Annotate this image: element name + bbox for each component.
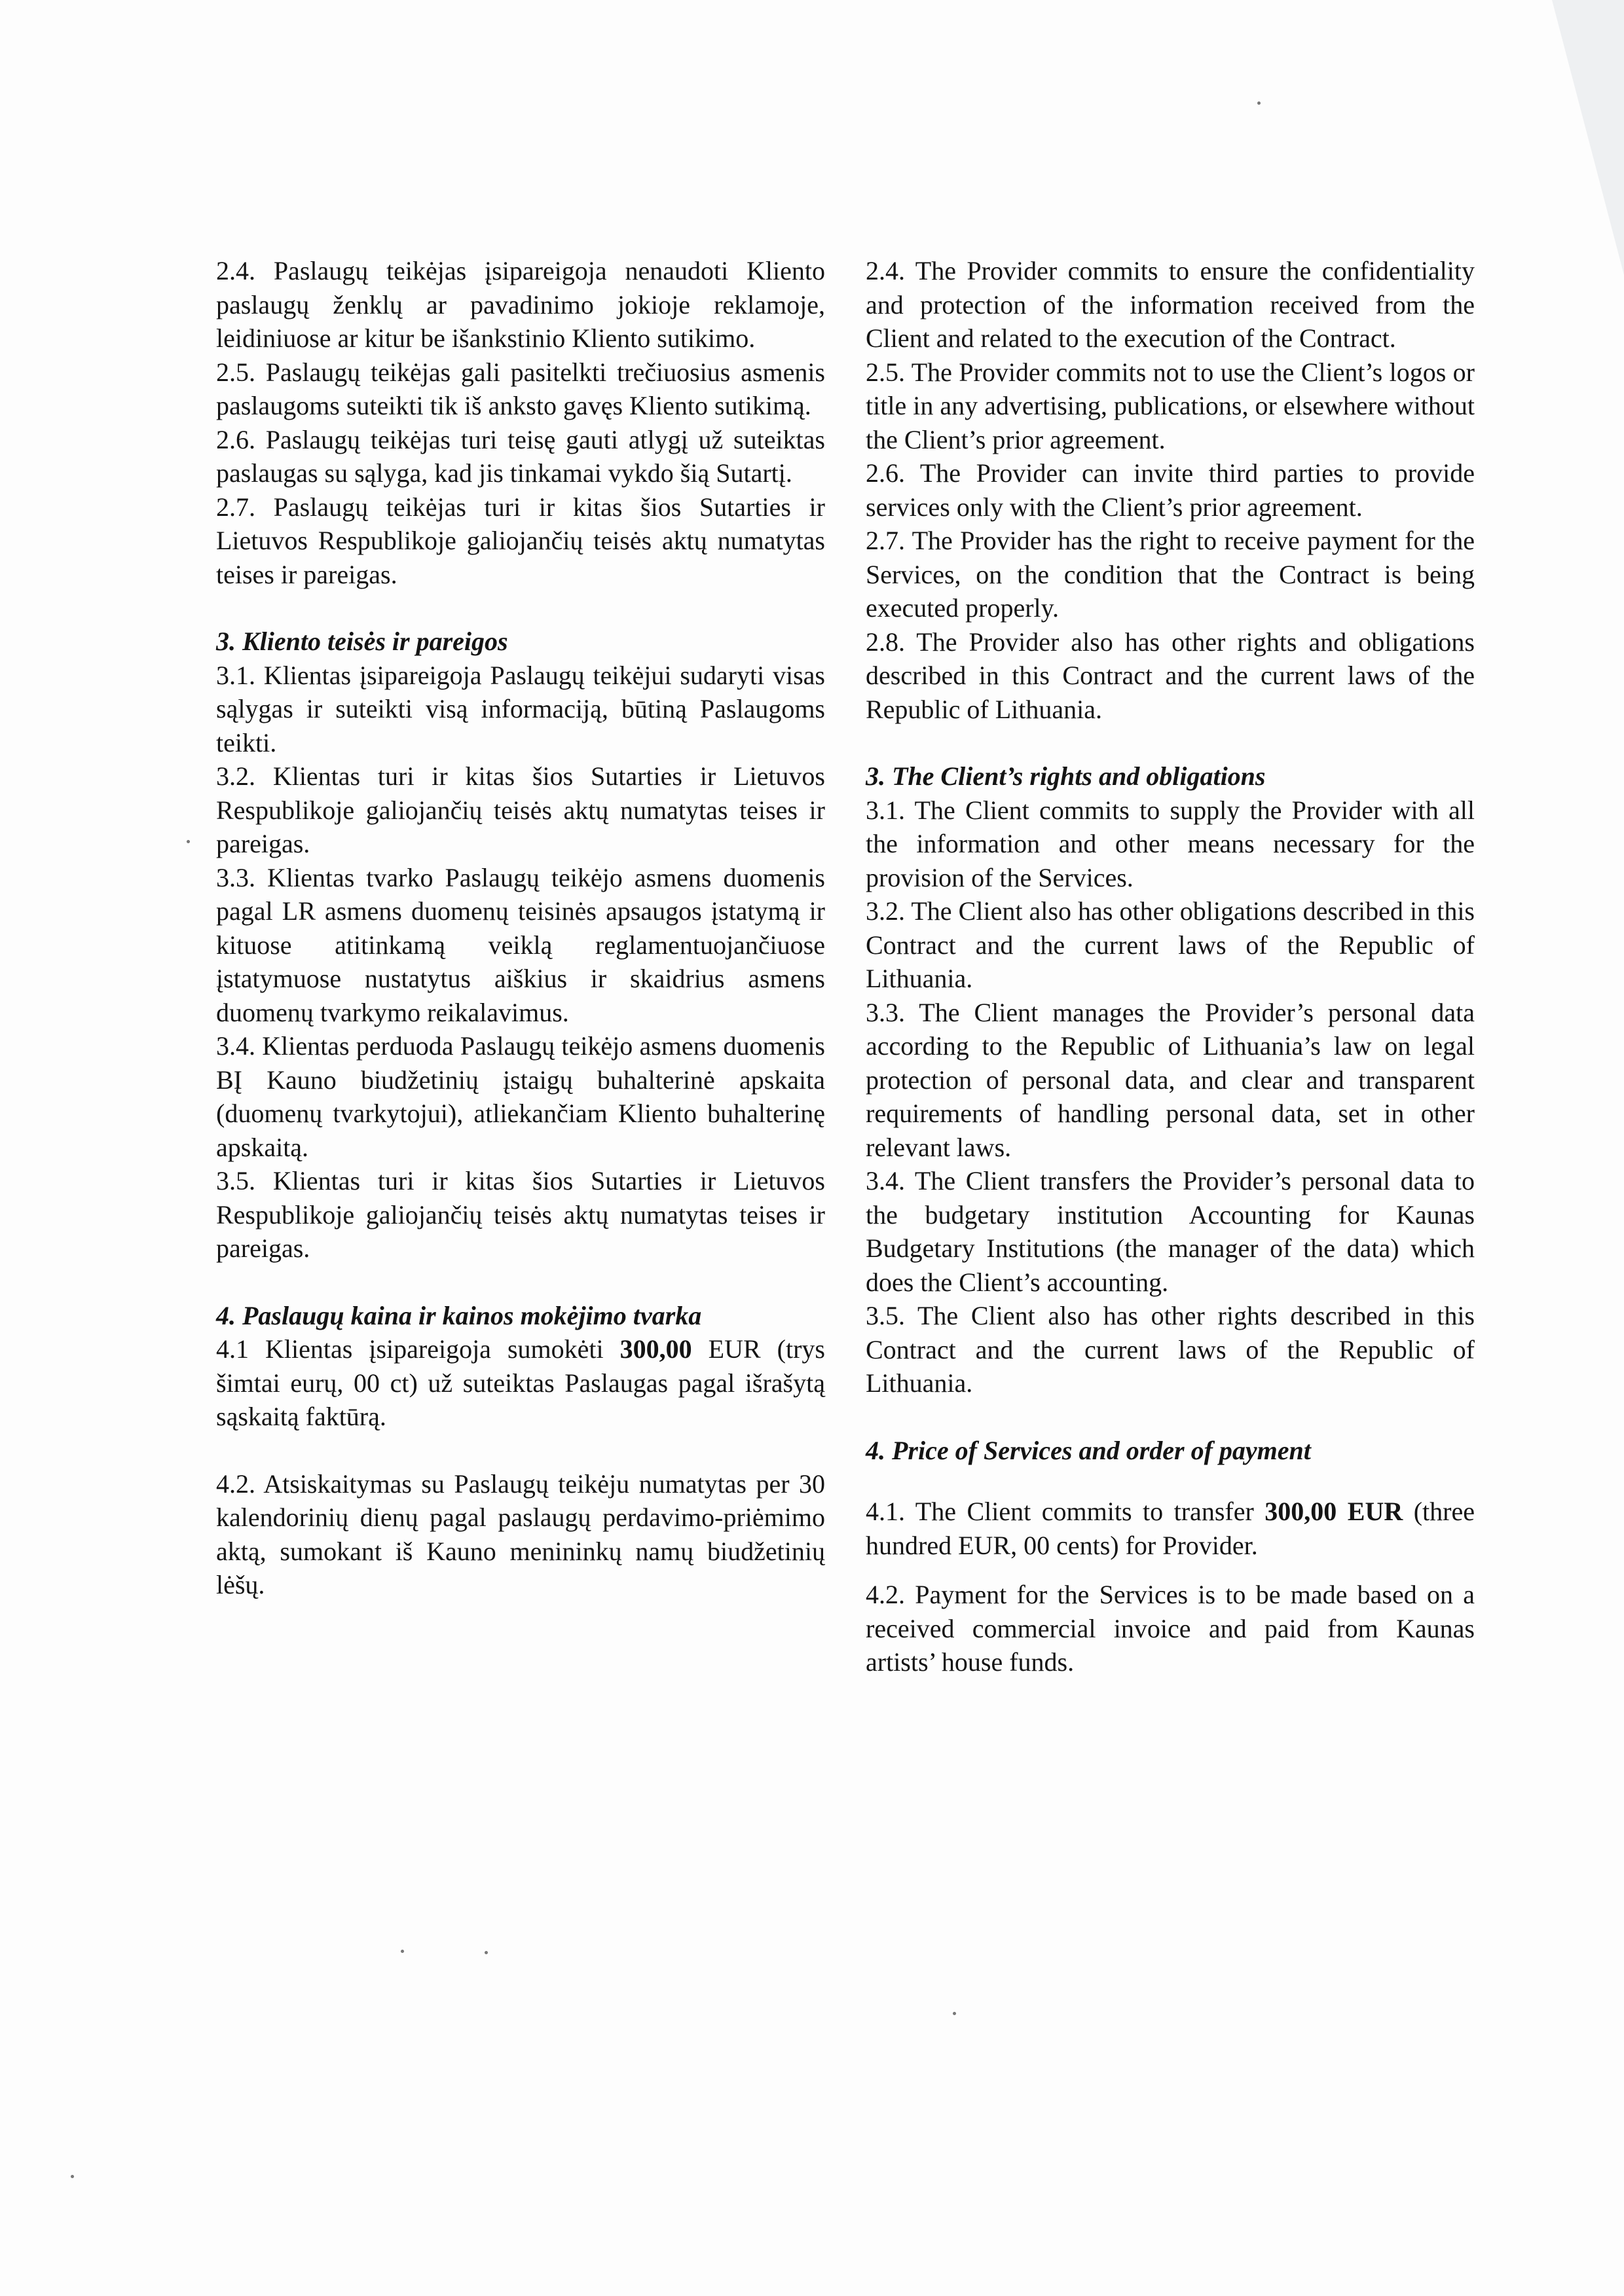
scan-speck bbox=[1257, 101, 1261, 105]
en-clause-4-1-text-end: (three hundred EUR, 00 cents) for Provider. bbox=[866, 1497, 1475, 1560]
lt-clause-3-3: 3.3. Klientas tvarko Paslaugų teikėjo asmens duomenis pagal LR asmens duomenų teisinės apsaugos įstatymą ir kituose atitinkamą veiklą reglamentuojančiuose įstatymuose nustatytus aiškius ir skaidrius asmens duomenų tvarkymo reikalavimus. bbox=[216, 862, 825, 1027]
lt-section-4-heading: 4. Paslaugų kaina ir kainos mokėjimo tvarka bbox=[216, 1300, 702, 1330]
en-clause-2-7: 2.7. The Provider has the right to receive payment for the Services, on the condition that the Contract is being executed properly. bbox=[866, 526, 1475, 623]
en-payment-amount: 300,00 EUR bbox=[1264, 1497, 1403, 1526]
lithuanian-column bbox=[216, 254, 825, 1602]
lt-clause-4-1-text-start: 4.1 Klientas įsipareigoja sumokėti bbox=[216, 1334, 620, 1364]
en-clause-2-8: 2.8. The Provider also has other rights and obligations described in this Contract and the current laws of the Republic of Lithuania. bbox=[866, 627, 1475, 724]
lt-clause-3-1: 3.1. Klientas įsipareigoja Paslaugų teikėjui sudaryti visas sąlygas ir suteikti visą informaciją, būtiną Paslaugoms teikti. bbox=[216, 660, 825, 757]
lt-clause-3-4: 3.4. Klientas perduoda Paslaugų teikėjo asmens duomenis BĮ Kauno biudžetinių įstaigų buhalterinė apskaita (duomenų tvarkytojui), atliekančiam Kliento buhalterinę apskaitą. bbox=[216, 1031, 825, 1162]
en-section-4-heading: 4. Price of Services and order of payment bbox=[866, 1435, 1311, 1465]
scan-speck bbox=[401, 1950, 404, 1953]
page-corner-fold bbox=[1552, 0, 1624, 275]
en-clause-3-4: 3.4. The Client transfers the Provider’s personal data to the budgetary institution Accounting for Kaunas Budgetary Institutions (the manager of the data) which does the Client’s accounting. bbox=[866, 1166, 1475, 1297]
lt-clause-4-1-text-end: EUR (trys šimtai eurų, 00 ct) už suteiktas Paslaugas pagal išrašytą sąskaitą faktūrą. bbox=[216, 1334, 825, 1431]
lt-clause-2-6: 2.6. Paslaugų teikėjas turi teisę gauti atlygį už suteiktas paslaugas su sąlyga, kad jis tinkamai vykdo šią Sutartį. bbox=[216, 424, 825, 488]
en-section-3-heading: 3. The Client’s rights and obligations bbox=[866, 761, 1266, 791]
en-clause-2-5: 2.5. The Provider commits not to use the Client’s logos or title in any advertising, publications, or elsewhere without the Client’s prior agreement. bbox=[866, 357, 1475, 454]
lt-clause-4-2: 4.2. Atsiskaitymas su Paslaugų teikėju numatytas per 30 kalendorinių dienų pagal paslaugų perdavimo-priėmimo aktą, sumokant iš Kauno menininkų namų biudžetinių lėšų. bbox=[216, 1468, 825, 1599]
en-clause-3-5: 3.5. The Client also has other rights described in this Contract and the current laws of the Republic of Lithuania. bbox=[866, 1301, 1475, 1398]
lt-clause-2-7: 2.7. Paslaugų teikėjas turi ir kitas šios Sutarties ir Lietuvos Respublikoje galiojančių teisės aktų numatytas teises ir pareigas. bbox=[216, 492, 825, 589]
en-clause-4-1 bbox=[866, 1495, 1475, 1562]
en-clause-3-3: 3.3. The Client manages the Provider’s personal data according to the Republic of Lithuania’s law on legal protection of personal data, and clear and transparent requirements of handling personal data, set in other relevant laws. bbox=[866, 997, 1475, 1162]
english-column bbox=[866, 254, 1475, 1679]
scan-speck bbox=[485, 1951, 488, 1954]
lt-clause-3-2: 3.2. Klientas turi ir kitas šios Sutarties ir Lietuvos Respublikoje galiojančių teisės aktų numatytas teises ir pareigas. bbox=[216, 761, 825, 858]
scan-speck bbox=[187, 840, 190, 843]
en-clause-3-2: 3.2. The Client also has other obligations described in this Contract and the current laws of the Republic of Lithuania. bbox=[866, 896, 1475, 993]
lt-payment-amount: 300,00 bbox=[619, 1334, 692, 1364]
en-clause-4-1-text-start: 4.1. The Client commits to transfer bbox=[866, 1497, 1265, 1526]
en-clause-2-6: 2.6. The Provider can invite third parties to provide services only with the Client’s prior agreement. bbox=[866, 458, 1475, 522]
lt-clause-3-5: 3.5. Klientas turi ir kitas šios Sutarties ir Lietuvos Respublikoje galiojančių teisės aktų numatytas teises ir pareigas. bbox=[216, 1166, 825, 1263]
en-clause-4-2: 4.2. Payment for the Services is to be made based on a received commercial invoice and paid from Kaunas artists’ house funds. bbox=[866, 1580, 1475, 1677]
lt-clause-4-1 bbox=[216, 1332, 825, 1434]
lt-section-3-heading: 3. Kliento teisės ir pareigos bbox=[216, 627, 508, 656]
en-clause-2-4: 2.4. The Provider commits to ensure the confidentiality and protection of the information received from the Client and related to the execution of the Contract. bbox=[866, 256, 1475, 353]
lt-clause-2-4: 2.4. Paslaugų teikėjas įsipareigoja nenaudoti Kliento paslaugų ženklų ar pavadinimo jokioje reklamoje, leidiniuose ar kitur be išankstinio Kliento sutikimo. bbox=[216, 256, 825, 353]
scan-speck bbox=[71, 2175, 74, 2178]
lt-clause-2-5: 2.5. Paslaugų teikėjas gali pasitelkti trečiuosius asmenis paslaugoms suteikti tik iš anksto gavęs Kliento sutikimą. bbox=[216, 357, 825, 420]
scan-speck bbox=[953, 2012, 956, 2015]
en-clause-3-1: 3.1. The Client commits to supply the Provider with all the information and other means necessary for the provision of the Services. bbox=[866, 795, 1475, 892]
